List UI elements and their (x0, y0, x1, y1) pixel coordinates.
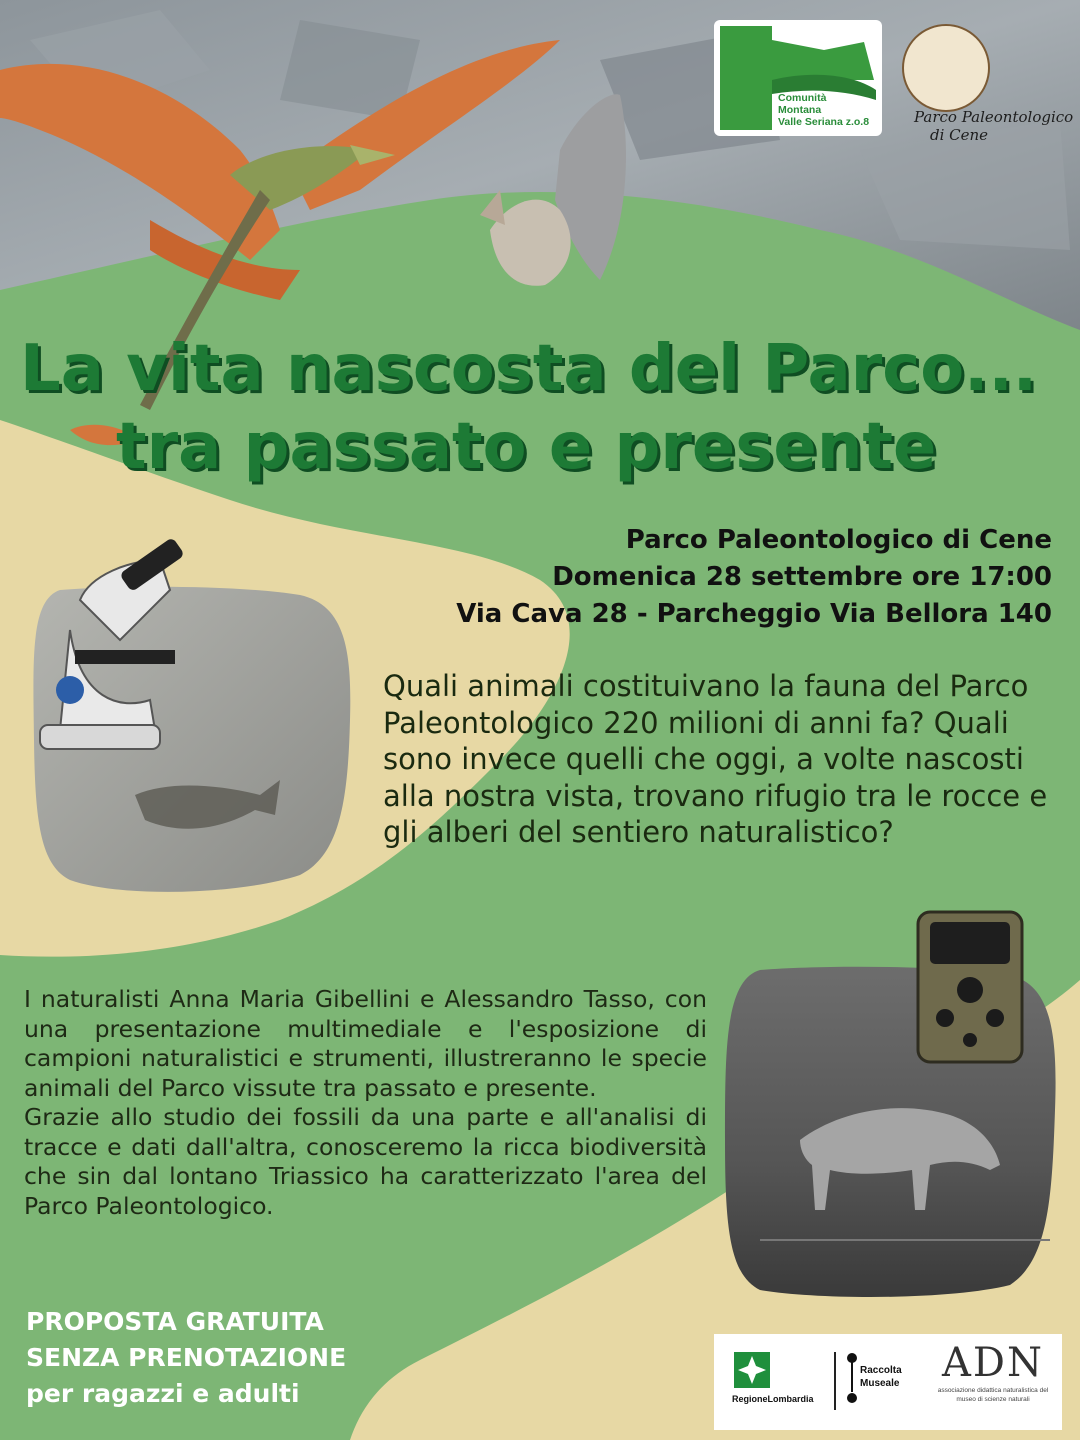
regione-lombardia-text: RegioneLombardia (732, 1394, 814, 1404)
title-line2: tra passato e presente (116, 410, 937, 484)
adn-letters: ADN (942, 1340, 1044, 1386)
adn-logo (928, 1340, 1058, 1404)
offer-line2: SENZA PRENOTAZIONE (26, 1343, 347, 1372)
event-info (456, 522, 1052, 633)
event-date: Domenica 28 settembre ore 17:00 (552, 562, 1052, 592)
offer-line1: PROPOSTA GRATUITA (26, 1307, 324, 1336)
comunita-montana-logo (714, 20, 882, 136)
sponsor-logos (714, 1334, 1062, 1430)
offer-box (26, 1304, 346, 1412)
parco-paleontologico-logo (900, 22, 1074, 144)
description-paragraph-1: I naturalisti Anna Maria Gibellini e Alessandro Tasso, con una presentazione multimediale e l'esposizione di campioni naturalistici e strumenti, illustreranno le specie animali del Parco vissute tra passato e presente. (24, 985, 707, 1102)
fossil-emblem (902, 24, 990, 112)
regione-lombardia-icon (732, 1350, 772, 1390)
description-paragraph-2: Grazie allo studio dei fossili da una parte e all'analisi di tracce e dati dall'altra, conosceremo la ricca biodiversità che sin dal lontano Triassico ha caratterizzato l'area del Parco Paleontologico. (24, 1103, 707, 1220)
regione-lombardia-logo (732, 1350, 814, 1404)
title-line1: La vita nascosta del Parco... (20, 332, 1038, 406)
offer-line3: per ragazzi e adulti (26, 1379, 300, 1408)
parco-logo-line2: di Cene (930, 126, 989, 144)
raccolta-museale-logo (846, 1350, 902, 1415)
logo-divider (834, 1352, 836, 1410)
event-address: Via Cava 28 - Parcheggio Via Bellora 140 (456, 599, 1052, 629)
raccolta-museale-icon (846, 1350, 858, 1410)
event-venue: Parco Paleontologico di Cene (625, 525, 1052, 555)
parco-logo-line1: Parco Paleontologico (914, 108, 1074, 126)
adn-subtitle: associazione didattica naturalistica del museo di scienze naturali (937, 1387, 1049, 1403)
comunita-montana-text: Comunità Montana Valle Seriana z.o.8 (778, 92, 870, 128)
intro-question: Quali animali costituivano la fauna del Parco Paleontologico 220 milioni di anni fa? Quali sono invece quelli che oggi, a volte nascosti alla nostra vista, trovano rifugio tra le rocce e gli alberi del sentiero naturalistico? (383, 669, 1048, 849)
description (24, 985, 707, 1221)
page-title (20, 330, 1080, 486)
raccolta-museale-text: Raccolta Museale (860, 1365, 902, 1389)
camera-trap-illustration (918, 912, 1022, 1062)
